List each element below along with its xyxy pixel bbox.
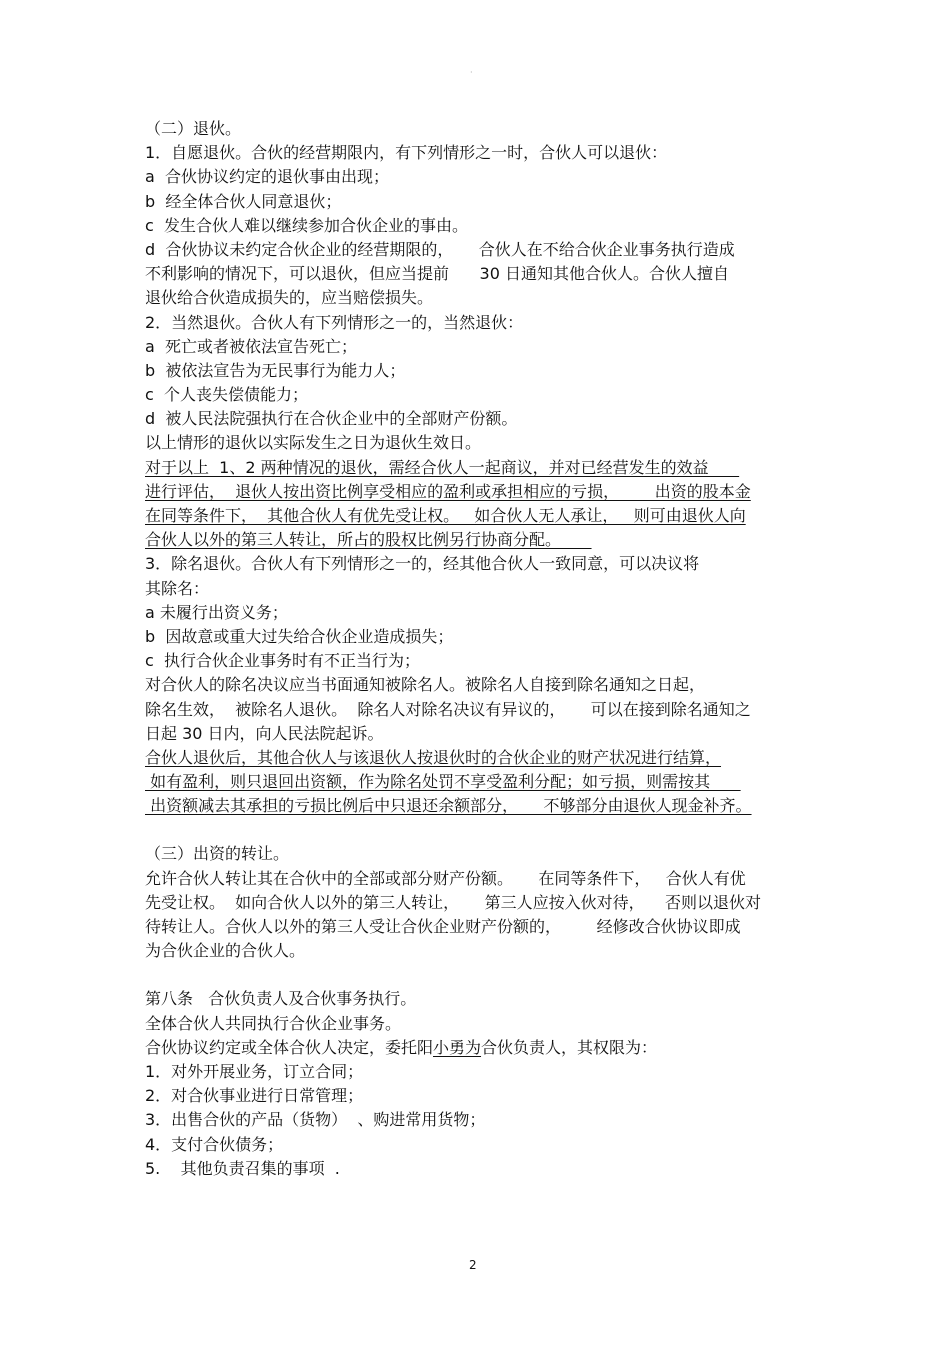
list-item: 5. 其他负责召集的事项 . xyxy=(145,1158,340,1178)
list-item: 其除名： xyxy=(145,578,210,598)
document-body xyxy=(145,117,825,1181)
list-item: a 死亡或者被依法宣告死亡； xyxy=(145,336,357,356)
list-item: c 个人丧失偿债能力； xyxy=(145,385,308,405)
settlement-paragraph-line: 对于以上 1、2 两种情况的退伙，需经合伙人一起商议，并对已经营发生的效益 xyxy=(145,457,740,477)
list-item: 2．对合伙事业进行日常管理； xyxy=(145,1086,364,1106)
list-item: b 经全体合伙人同意退伙； xyxy=(145,191,342,211)
list-item-continued: 退伙给合伙造成损失的，应当赔偿损失。 xyxy=(145,288,434,308)
appointee-name: 小勇为 xyxy=(433,1037,482,1057)
list-item: c 执行合伙企业事务时有不正当行为； xyxy=(145,651,420,671)
effective-date-note: 以上情形的退伙以实际发生之日为退伙生效日。 xyxy=(145,433,482,453)
article-8-title: 第八条 合伙负责人及合伙事务执行。 xyxy=(145,989,417,1009)
list-item: c 发生合伙人难以继续参加合伙企业的事由。 xyxy=(145,215,468,235)
paragraph-line: 为合伙企业的合伙人。 xyxy=(145,941,306,961)
paragraph-line: 全体合伙人共同执行合伙企业事务。 xyxy=(145,1013,402,1033)
paragraph-line: 除名生效， 被除名人退伙。 除名人对除名决议有异议的， 可以在接到除名通知之 xyxy=(145,699,751,719)
paragraph-line: 对合伙人的除名决议应当书面通知被除名人。被除名人自接到除名通知之日起， xyxy=(145,675,706,695)
appointment-text-post: 合伙负责人，其权限为： xyxy=(481,1037,658,1057)
list-item: 4．支付合伙债务； xyxy=(145,1134,284,1154)
appointment-line xyxy=(145,1036,825,1060)
top-mark: · xyxy=(470,68,473,77)
paragraph-line: 日起 30 日内，向人民法院起诉。 xyxy=(145,723,384,743)
settlement-paragraph-line: 在同等条件下， 其他合伙人有优先受让权。 如合伙人无人承让， 则可由退伙人向 xyxy=(145,506,746,525)
list-item: b 因故意或重大过失给合伙企业造成损失； xyxy=(145,626,454,646)
list-item: 1．对外开展业务，订立合同； xyxy=(145,1061,364,1081)
settlement-paragraph-line: 进行评估， 退伙人按出资比例享受相应的盈利或承担相应的亏损， 出资的股本金 xyxy=(145,481,751,501)
list-item: d 被人民法院强执行在合伙企业中的全部财产份额。 xyxy=(145,409,518,429)
list-item: a 未履行出资义务； xyxy=(145,602,288,622)
expel-settlement-line: 如有盈利，则只退回出资额，作为除名处罚不享受盈利分配；如亏损，则需按其 xyxy=(145,772,741,792)
list-item: d 合伙协议未约定合伙企业的经营期限的， 合伙人在不给合伙企业事务执行造成 xyxy=(145,239,735,259)
section-heading-withdraw: （二）退伙。 xyxy=(145,119,242,138)
paragraph-line: 允许合伙人转让其在合伙中的全部或部分财产份额。 在同等条件下， 合伙人有优 xyxy=(145,868,746,888)
list-item: b 被依法宣告为无民事行为能力人； xyxy=(145,360,406,380)
appointment-text-pre: 合伙协议约定或全体合伙人决定，委托阳 xyxy=(145,1037,434,1057)
list-item: 3．出售合伙的产品（货物） 、购进常用货物； xyxy=(145,1110,486,1130)
paragraph-line: 先受让权。 如向合伙人以外的第三人转让， 第三人应按入伙对待， 否则以退伙对 xyxy=(145,892,761,912)
paragraph-line: 待转让人。合伙人以外的第三人受让合伙企业财产份额的， 经修改合伙协议即成 xyxy=(145,917,741,936)
expel-settlement-line: 出资额减去其承担的亏损比例后中只退还余额部分， 不够部分由退伙人现金补齐。 xyxy=(145,796,752,816)
clause-voluntary-withdraw: 1．自愿退伙。合伙的经营期限内，有下列情形之一时，合伙人可以退伙： xyxy=(145,143,668,163)
clause-expel-withdraw: 3．除名退伙。合伙人有下列情形之一的，经其他合伙人一致同意，可以决议将 xyxy=(145,554,700,574)
list-item-continued: 不利影响的情况下，可以退伙，但应当提前 30 日通知其他合伙人。合伙人擅自 xyxy=(145,264,729,284)
page-number: 2 xyxy=(469,1258,477,1272)
section-heading-transfer: （三）出资的转让。 xyxy=(145,844,290,864)
expel-settlement-line: 合伙人退伙后，其他合伙人与该退伙人按退伙时的合伙企业的财产状况进行结算， xyxy=(145,747,722,767)
settlement-paragraph-line: 合伙人以外的第三人转让，所占的股权比例另行协商分配。 xyxy=(145,530,592,550)
clause-natural-withdraw: 2．当然退伙。合伙人有下列情形之一的，当然退伙： xyxy=(145,312,524,332)
list-item: a 合伙协议约定的退伙事由出现； xyxy=(145,167,389,187)
